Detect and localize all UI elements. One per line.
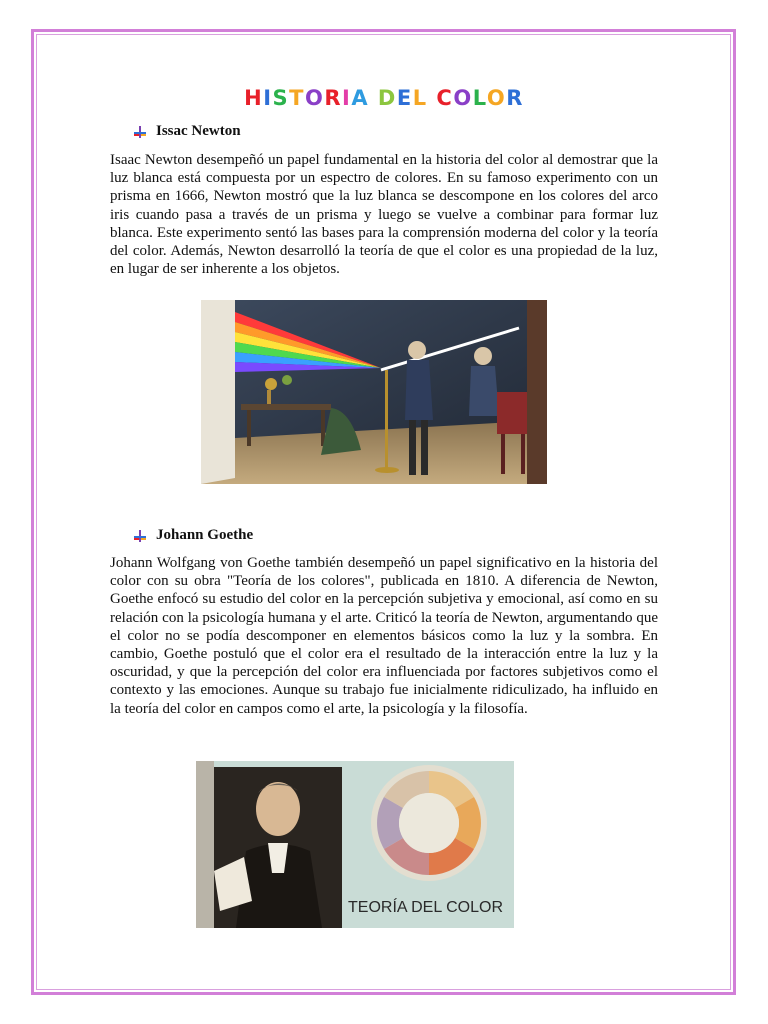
title-letter: O <box>304 86 325 110</box>
goethe-color-theory-image <box>196 761 514 928</box>
title-letter: A <box>351 86 370 110</box>
newton-prism-engraving-image <box>201 300 547 484</box>
title-letter: C <box>436 86 454 110</box>
title-letter: H <box>244 86 264 110</box>
title-letter: L <box>472 86 487 110</box>
title-letter: E <box>396 86 413 110</box>
title-letter: T <box>289 86 305 110</box>
title-letter: I <box>263 86 273 110</box>
title-letter: R <box>506 86 524 110</box>
section-heading-text: Johann Goethe <box>156 527 254 543</box>
section-heading-newton <box>134 123 241 140</box>
title-letter: S <box>272 86 290 110</box>
title-letter: O <box>486 86 507 110</box>
section-body-newton: Isaac Newton desempeñó un papel fundamental en la historia del color al demostrar que la luz blanca está compuesta por un espectro de colores. En su famoso experimento con un prisma en 1666, Newton mostró que la luz blanca se descompone en los colores del arco iris cuando pasa a través de un prisma y luego se vuelve a combinar para formar luz blanca. Este experimento sentó las bases para la comprensión moderna del color y la teoría del color. Además, Newton desarrolló la teoría de que el color es una propiedad de la luz, en lugar de ser inherente a los objetos. <box>110 152 658 278</box>
section-body-goethe: Johann Wolfgang von Goethe también desempeñó un papel significativo en la historia del color con su obra "Teoría de los colores", publicada en 1810. A diferencia de Newton, Goethe enfocó su estudio del color en la percepción subjetiva y emocional, así como en su relación con la psicología humana y el arte. Criticó la teoría de Newton, argumentando que el color no se podía descomponer en elementos básicos como la luz y la sombra. En cambio, Goethe postuló que el color era el resultado de la interacción entre la luz y la oscuridad, y que la percepción del color era influenciada por factores subjetivos como el contexto y las emociones. Aunque su trabajo fue inicialmente ridiculizado, ha influido en la teoría del color en campos como el arte, la psicología y la filosofía. <box>110 555 658 717</box>
title-letter: L <box>412 86 428 110</box>
bullet-icon <box>134 530 146 542</box>
goethe-image-caption: TEORÍA DEL COLOR <box>348 899 503 916</box>
section-heading-goethe <box>134 527 253 544</box>
bullet-icon <box>134 126 146 138</box>
title-letter: D <box>377 86 397 110</box>
section-heading-text: Issac Newton <box>156 123 241 139</box>
document-title <box>0 86 768 110</box>
title-letter <box>369 86 378 110</box>
title-letter: I <box>342 86 352 110</box>
title-letter: O <box>453 86 473 110</box>
title-letter: R <box>324 86 343 110</box>
